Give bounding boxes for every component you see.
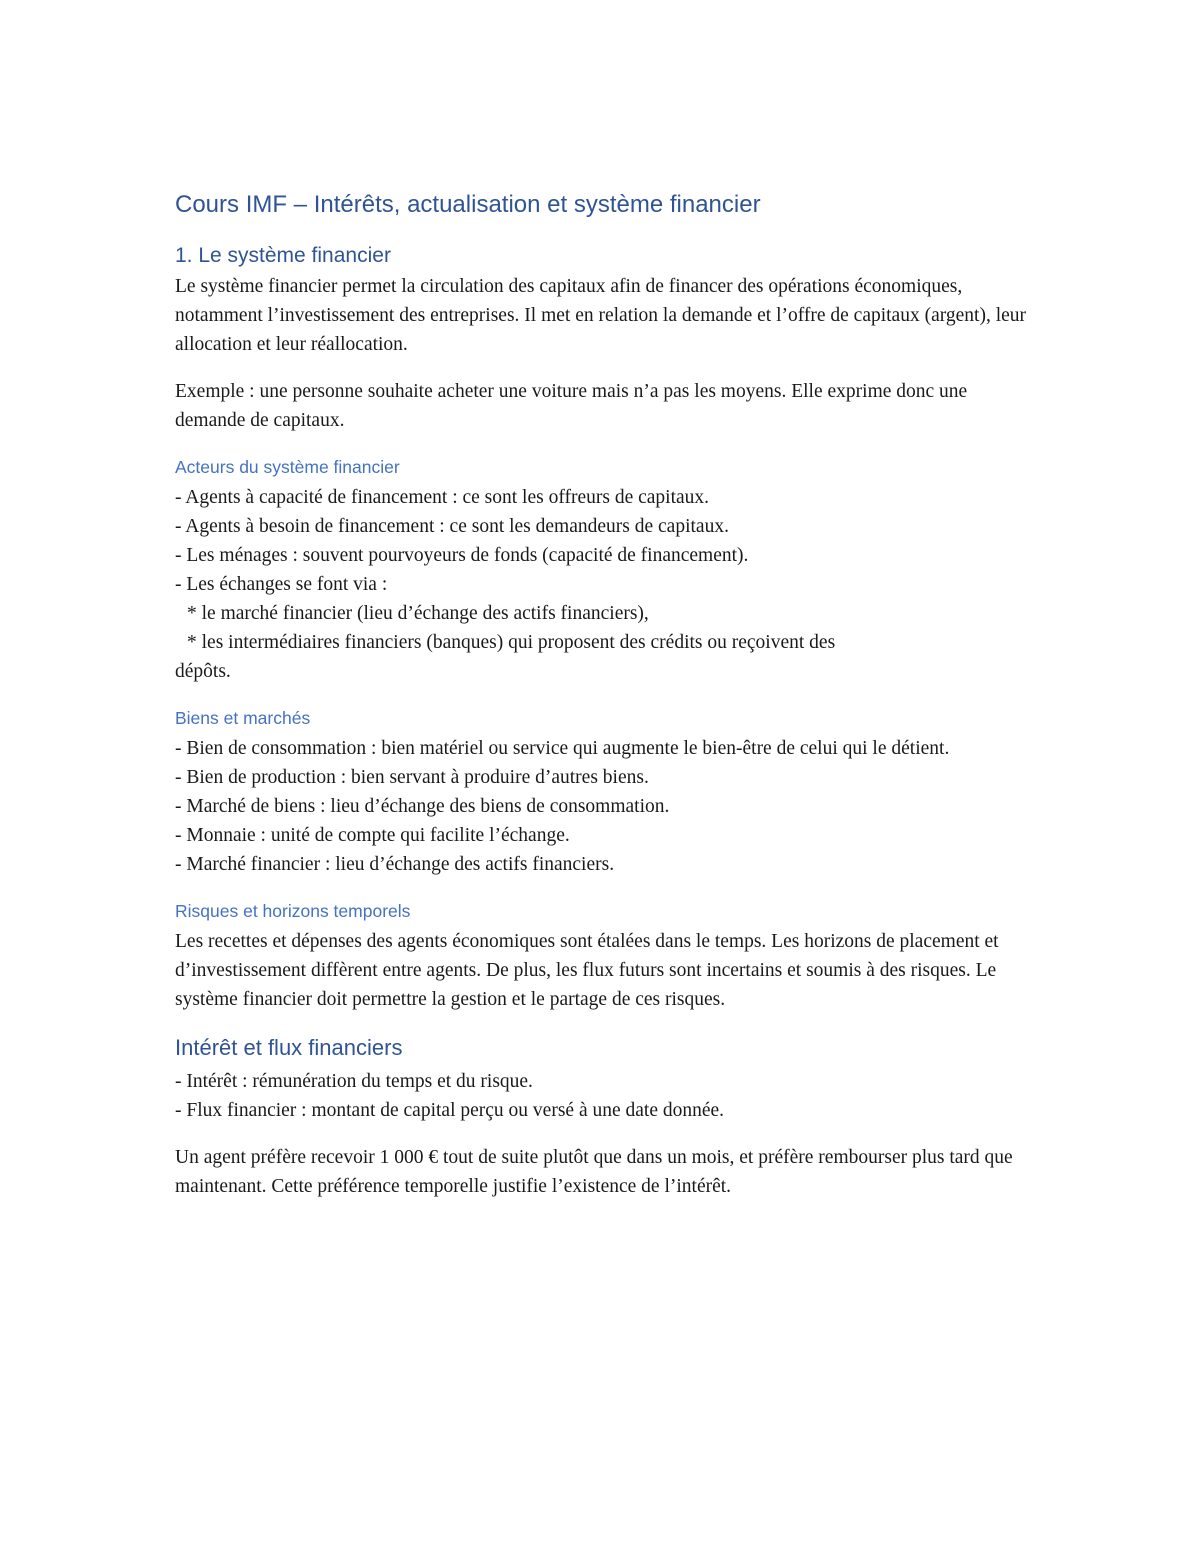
section-heading-systeme-financier: 1. Le système financier	[175, 244, 391, 267]
sub-list-item: * le marché financier (lieu d’échange des actifs financiers),	[187, 603, 649, 624]
list-item: - Agents à besoin de financement : ce sont les demandeurs de capitaux.	[175, 516, 729, 537]
list-item: - Marché financier : lieu d’échange des actifs financiers.	[175, 854, 615, 875]
sub-list-item-continuation: dépôts.	[175, 661, 231, 682]
paragraph-definition: Le système financier permet la circulation des capitaux afin de financer des opérations économiques, notamment l’investissement des entreprises. Il met en relation la demande et l’offre de capitaux (argent), leur allocation et leur réallocation.	[175, 276, 1027, 355]
subheading-acteurs: Acteurs du système financier	[175, 457, 400, 477]
list-item: - Marché de biens : lieu d’échange des biens de consommation.	[175, 796, 670, 817]
document-body	[175, 188, 1035, 1219]
paragraph-example: Exemple : une personne souhaite acheter une voiture mais n’a pas les moyens. Elle exprime donc une demande de capitaux.	[175, 381, 968, 431]
list-acteurs	[175, 483, 1035, 686]
list-item: - Flux financier : montant de capital perçu ou versé à une date donnée.	[175, 1100, 725, 1121]
list-item: - Les échanges se font via :	[175, 574, 388, 595]
subheading-biens-marches: Biens et marchés	[175, 708, 311, 728]
list-interet	[175, 1067, 1035, 1125]
list-item: - Les ménages : souvent pourvoyeurs de fonds (capacité de financement).	[175, 545, 749, 566]
document-title: Cours IMF – Intérêts, actualisation et système financier	[175, 191, 761, 218]
list-item: - Bien de production : bien servant à produire d’autres biens.	[175, 767, 649, 788]
list-biens-marches	[175, 734, 1035, 879]
list-item: - Intérêt : rémunération du temps et du risque.	[175, 1071, 533, 1092]
subheading-risques: Risques et horizons temporels	[175, 901, 411, 921]
list-item: - Bien de consommation : bien matériel ou service qui augmente le bien-être de celui qui le détient.	[175, 738, 950, 759]
paragraph-risques: Les recettes et dépenses des agents économiques sont étalées dans le temps. Les horizons de placement et d’investissement diffèrent entre agents. De plus, les flux futurs sont incertains et soumis à des risques. Le système financier doit permettre la gestion et le partage de ces risques.	[175, 931, 999, 1010]
sub-list-item: * les intermédiaires financiers (banques) qui proposent des crédits ou reçoivent des	[187, 632, 836, 653]
list-item: - Monnaie : unité de compte qui facilite l’échange.	[175, 825, 570, 846]
section-heading-interet: Intérêt et flux financiers	[175, 1035, 403, 1060]
list-item: - Agents à capacité de financement : ce sont les offreurs de capitaux.	[175, 487, 710, 508]
paragraph-preference-temporelle: Un agent préfère recevoir 1 000 € tout de suite plutôt que dans un mois, et préfère rembourser plus tard que maintenant. Cette préférence temporelle justifie l’existence de l’intérêt.	[175, 1147, 1013, 1197]
